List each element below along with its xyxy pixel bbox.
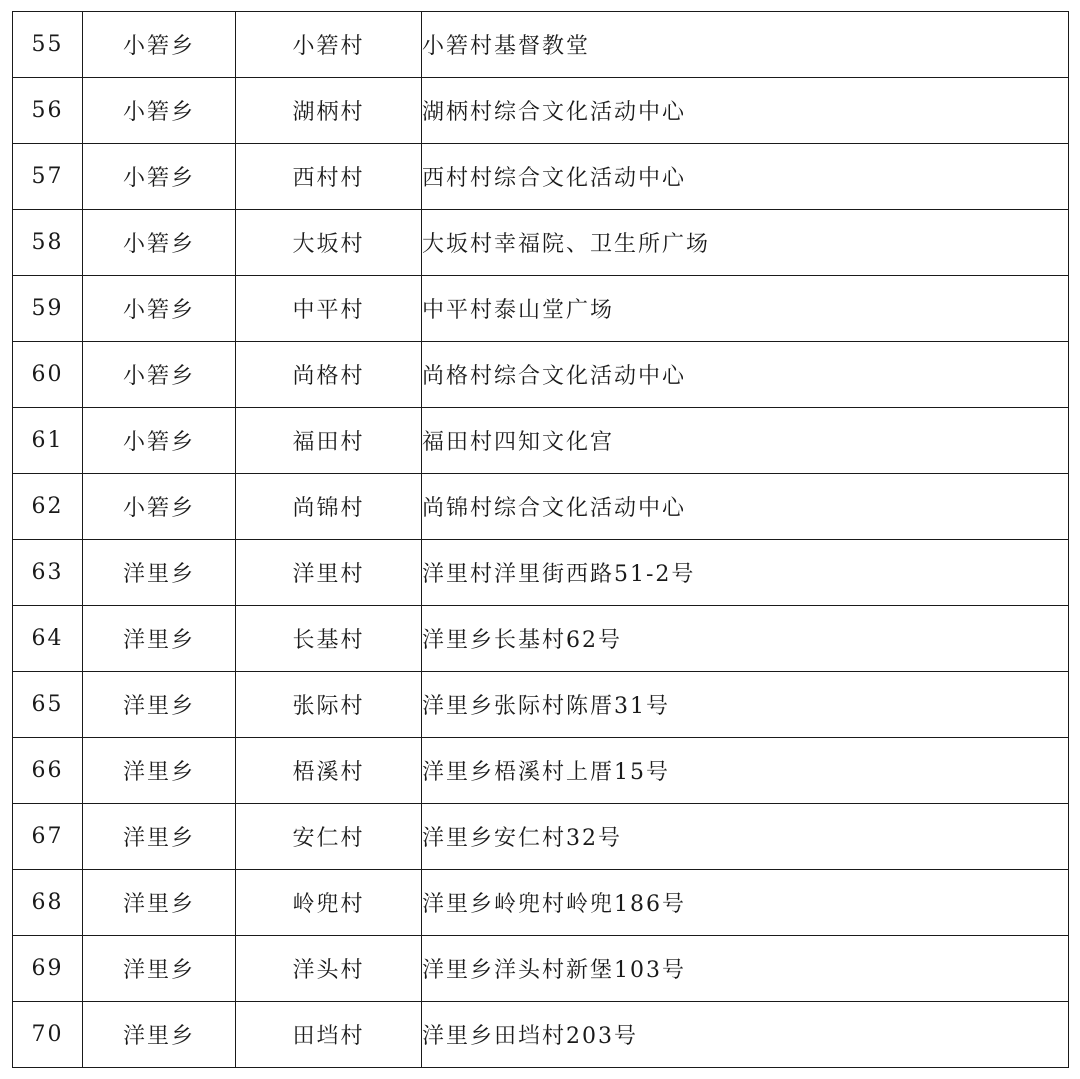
location-cell: 小箬村基督教堂 bbox=[422, 12, 1069, 78]
village-cell: 洋头村 bbox=[236, 936, 422, 1002]
location-cell: 大坂村幸福院、卫生所广场 bbox=[422, 210, 1069, 276]
row-number: 67 bbox=[13, 804, 83, 870]
venue-table bbox=[12, 11, 1069, 1068]
row-number: 62 bbox=[13, 474, 83, 540]
row-number: 64 bbox=[13, 606, 83, 672]
table-row bbox=[13, 342, 1069, 408]
row-number: 63 bbox=[13, 540, 83, 606]
village-cell: 湖柄村 bbox=[236, 78, 422, 144]
location-cell: 洋里乡岭兜村岭兜186号 bbox=[422, 870, 1069, 936]
location-cell: 湖柄村综合文化活动中心 bbox=[422, 78, 1069, 144]
village-cell: 大坂村 bbox=[236, 210, 422, 276]
row-number: 68 bbox=[13, 870, 83, 936]
location-cell: 中平村泰山堂广场 bbox=[422, 276, 1069, 342]
location-cell: 洋里乡田垱村203号 bbox=[422, 1002, 1069, 1068]
row-number: 66 bbox=[13, 738, 83, 804]
location-cell: 洋里乡张际村陈厝31号 bbox=[422, 672, 1069, 738]
table-row bbox=[13, 12, 1069, 78]
table-row bbox=[13, 144, 1069, 210]
row-number: 57 bbox=[13, 144, 83, 210]
table-row bbox=[13, 540, 1069, 606]
village-cell: 田垱村 bbox=[236, 1002, 422, 1068]
village-cell: 小箬村 bbox=[236, 12, 422, 78]
table-row bbox=[13, 936, 1069, 1002]
township-cell: 洋里乡 bbox=[83, 804, 236, 870]
village-cell: 福田村 bbox=[236, 408, 422, 474]
township-cell: 洋里乡 bbox=[83, 606, 236, 672]
location-cell: 洋里村洋里街西路51-2号 bbox=[422, 540, 1069, 606]
village-cell: 尚格村 bbox=[236, 342, 422, 408]
location-cell: 福田村四知文化宫 bbox=[422, 408, 1069, 474]
location-cell: 尚格村综合文化活动中心 bbox=[422, 342, 1069, 408]
table-row bbox=[13, 606, 1069, 672]
village-cell: 尚锦村 bbox=[236, 474, 422, 540]
location-cell: 尚锦村综合文化活动中心 bbox=[422, 474, 1069, 540]
village-cell: 中平村 bbox=[236, 276, 422, 342]
row-number: 59 bbox=[13, 276, 83, 342]
row-number: 69 bbox=[13, 936, 83, 1002]
table-row bbox=[13, 474, 1069, 540]
table-row bbox=[13, 276, 1069, 342]
township-cell: 小箬乡 bbox=[83, 210, 236, 276]
row-number: 70 bbox=[13, 1002, 83, 1068]
township-cell: 洋里乡 bbox=[83, 672, 236, 738]
table-row bbox=[13, 738, 1069, 804]
village-cell: 西村村 bbox=[236, 144, 422, 210]
table-row bbox=[13, 870, 1069, 936]
township-cell: 小箬乡 bbox=[83, 408, 236, 474]
row-number: 56 bbox=[13, 78, 83, 144]
township-cell: 小箬乡 bbox=[83, 12, 236, 78]
township-cell: 洋里乡 bbox=[83, 1002, 236, 1068]
village-cell: 洋里村 bbox=[236, 540, 422, 606]
village-cell: 长基村 bbox=[236, 606, 422, 672]
row-number: 58 bbox=[13, 210, 83, 276]
table-row bbox=[13, 804, 1069, 870]
location-cell: 西村村综合文化活动中心 bbox=[422, 144, 1069, 210]
township-cell: 洋里乡 bbox=[83, 870, 236, 936]
venue-table-body bbox=[13, 12, 1069, 1068]
village-cell: 张际村 bbox=[236, 672, 422, 738]
township-cell: 洋里乡 bbox=[83, 936, 236, 1002]
village-cell: 梧溪村 bbox=[236, 738, 422, 804]
township-cell: 小箬乡 bbox=[83, 78, 236, 144]
row-number: 60 bbox=[13, 342, 83, 408]
township-cell: 洋里乡 bbox=[83, 738, 236, 804]
table-row bbox=[13, 78, 1069, 144]
location-cell: 洋里乡洋头村新堡103号 bbox=[422, 936, 1069, 1002]
location-cell: 洋里乡安仁村32号 bbox=[422, 804, 1069, 870]
row-number: 65 bbox=[13, 672, 83, 738]
township-cell: 小箬乡 bbox=[83, 144, 236, 210]
table-row bbox=[13, 1002, 1069, 1068]
table-row bbox=[13, 408, 1069, 474]
table-row bbox=[13, 210, 1069, 276]
location-cell: 洋里乡长基村62号 bbox=[422, 606, 1069, 672]
village-cell: 安仁村 bbox=[236, 804, 422, 870]
township-cell: 小箬乡 bbox=[83, 474, 236, 540]
township-cell: 小箬乡 bbox=[83, 342, 236, 408]
township-cell: 洋里乡 bbox=[83, 540, 236, 606]
township-cell: 小箬乡 bbox=[83, 276, 236, 342]
table-row bbox=[13, 672, 1069, 738]
village-cell: 岭兜村 bbox=[236, 870, 422, 936]
row-number: 55 bbox=[13, 12, 83, 78]
row-number: 61 bbox=[13, 408, 83, 474]
location-cell: 洋里乡梧溪村上厝15号 bbox=[422, 738, 1069, 804]
